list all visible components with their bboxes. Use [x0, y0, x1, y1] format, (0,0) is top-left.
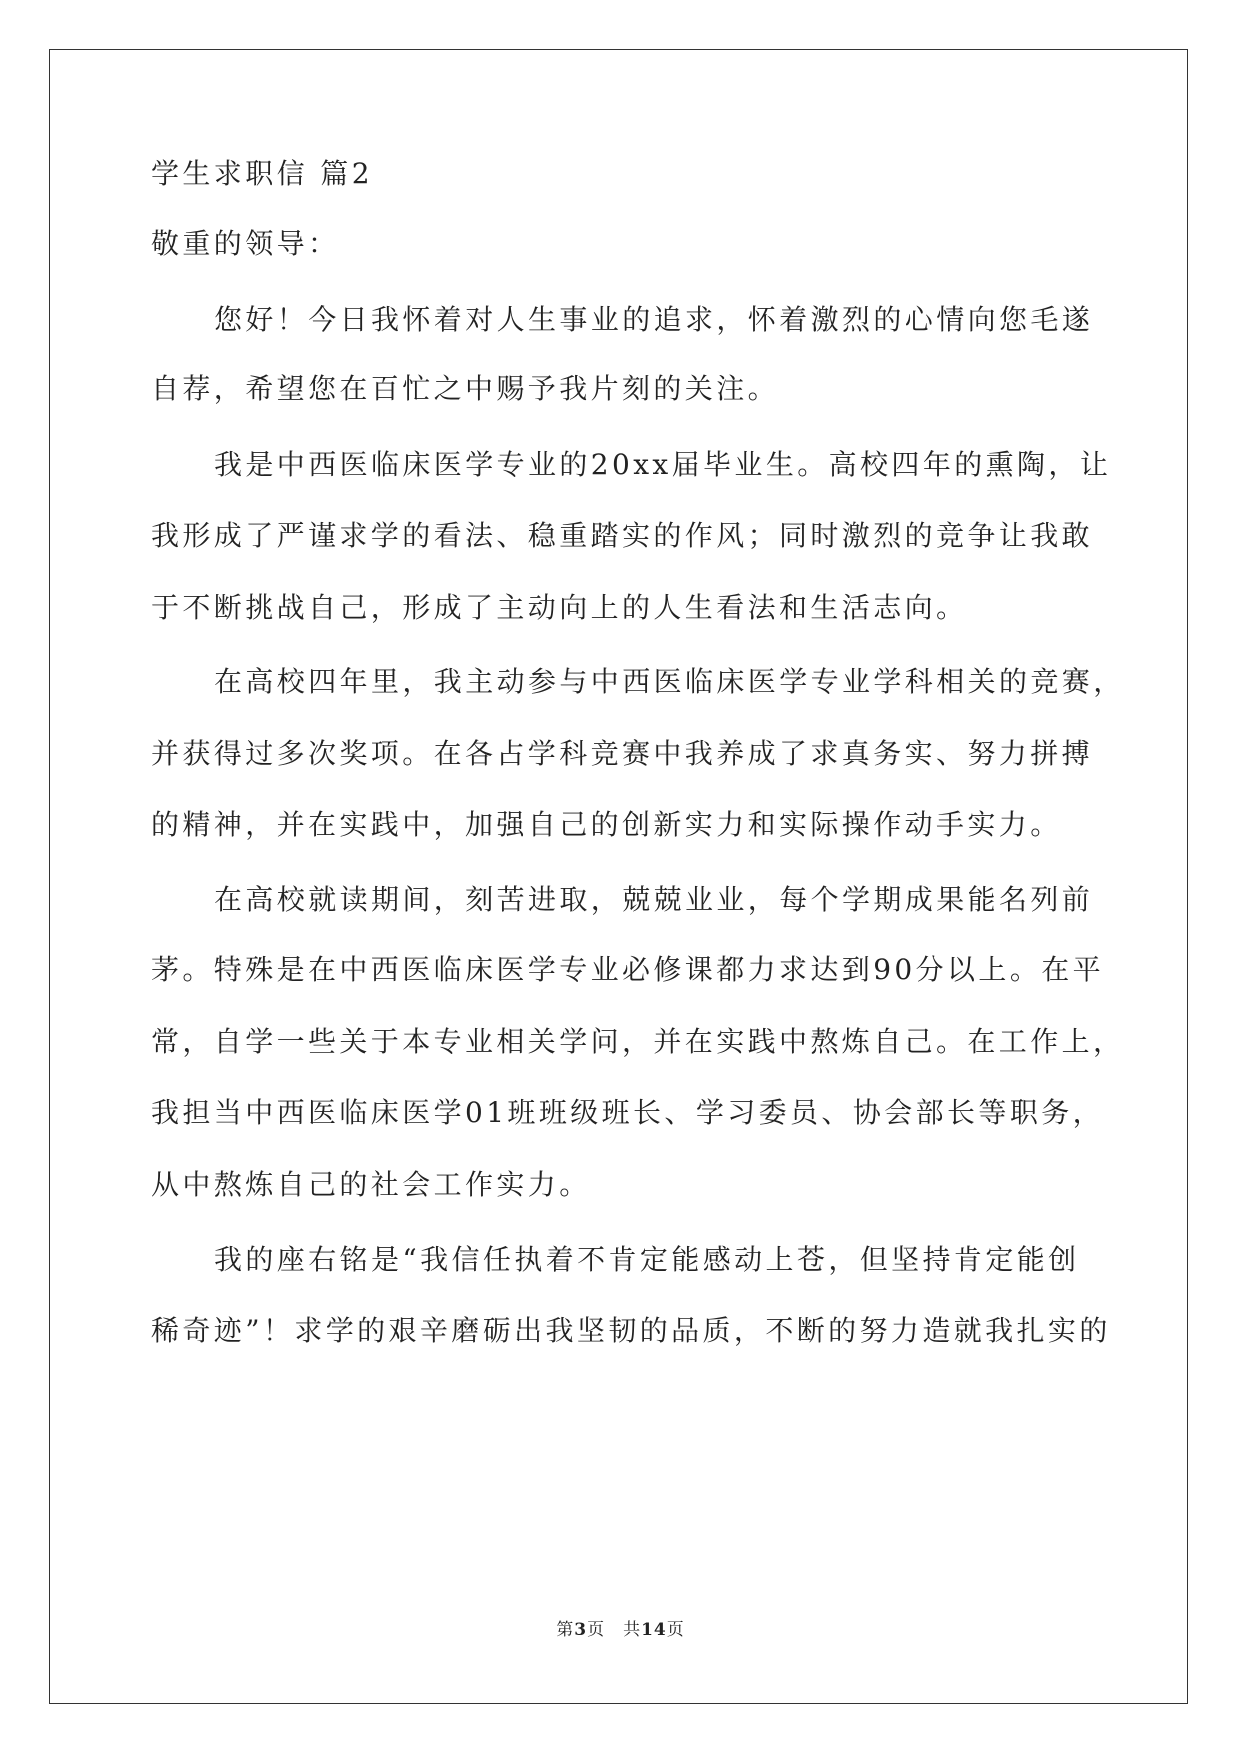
- document-heading: 学生求职信 篇2: [151, 157, 373, 190]
- text-line: 于不断挑战自己，形成了主动向上的人生看法和生活志向。: [151, 591, 968, 624]
- text-line: 茅。特殊是在中西医临床医学专业必修课都力求达到90分以上。在平: [151, 953, 1105, 986]
- text-line: 我担当中西医临床医学01班班级班长、学习委员、协会部长等职务，: [151, 1096, 1105, 1129]
- text-line: 我是中西医临床医学专业的20xx届毕业生。高校四年的熏陶，让: [214, 448, 1112, 481]
- footer-mid: 页 共: [587, 1620, 642, 1640]
- text-line: 您好！今日我怀着对人生事业的追求，怀着激烈的心情向您毛遂: [214, 303, 1094, 336]
- text-line: 我的座右铭是“我信任执着不肯定能感动上苍，但坚持肯定能创: [214, 1243, 1080, 1276]
- text-line: 从中熬炼自己的社会工作实力。: [151, 1168, 591, 1201]
- salutation: 敬重的领导：: [151, 227, 340, 260]
- text-line: 稀奇迹”！求学的艰辛磨砺出我坚韧的品质，不断的努力造就我扎实的: [151, 1314, 1111, 1347]
- text-line: 我形成了严谨求学的看法、稳重踏实的作风；同时激烈的竞争让我敢: [151, 519, 1094, 552]
- text-line: 在高校就读期间，刻苦进取，兢兢业业，每个学期成果能名列前: [214, 883, 1094, 916]
- page-border: [49, 49, 1188, 1704]
- page-footer: [0, 1615, 1241, 1640]
- footer-page-number: 3: [574, 1620, 588, 1640]
- footer-prefix: 第: [556, 1620, 575, 1640]
- text-line: 并获得过多次奖项。在各占学科竞赛中我养成了求真务实、努力拼搏: [151, 737, 1094, 770]
- text-line: 常，自学一些关于本专业相关学问，并在实践中熬炼自己。在工作上，: [151, 1025, 1125, 1058]
- text-line: 在高校四年里，我主动参与中西医临床医学专业学科相关的竞赛，: [214, 665, 1125, 698]
- footer-suffix: 页: [666, 1620, 685, 1640]
- footer-total-pages: 14: [641, 1620, 667, 1640]
- text-line: 自荐，希望您在百忙之中赐予我片刻的关注。: [151, 372, 780, 405]
- text-line: 的精神，并在实践中，加强自己的创新实力和实际操作动手实力。: [151, 808, 1062, 841]
